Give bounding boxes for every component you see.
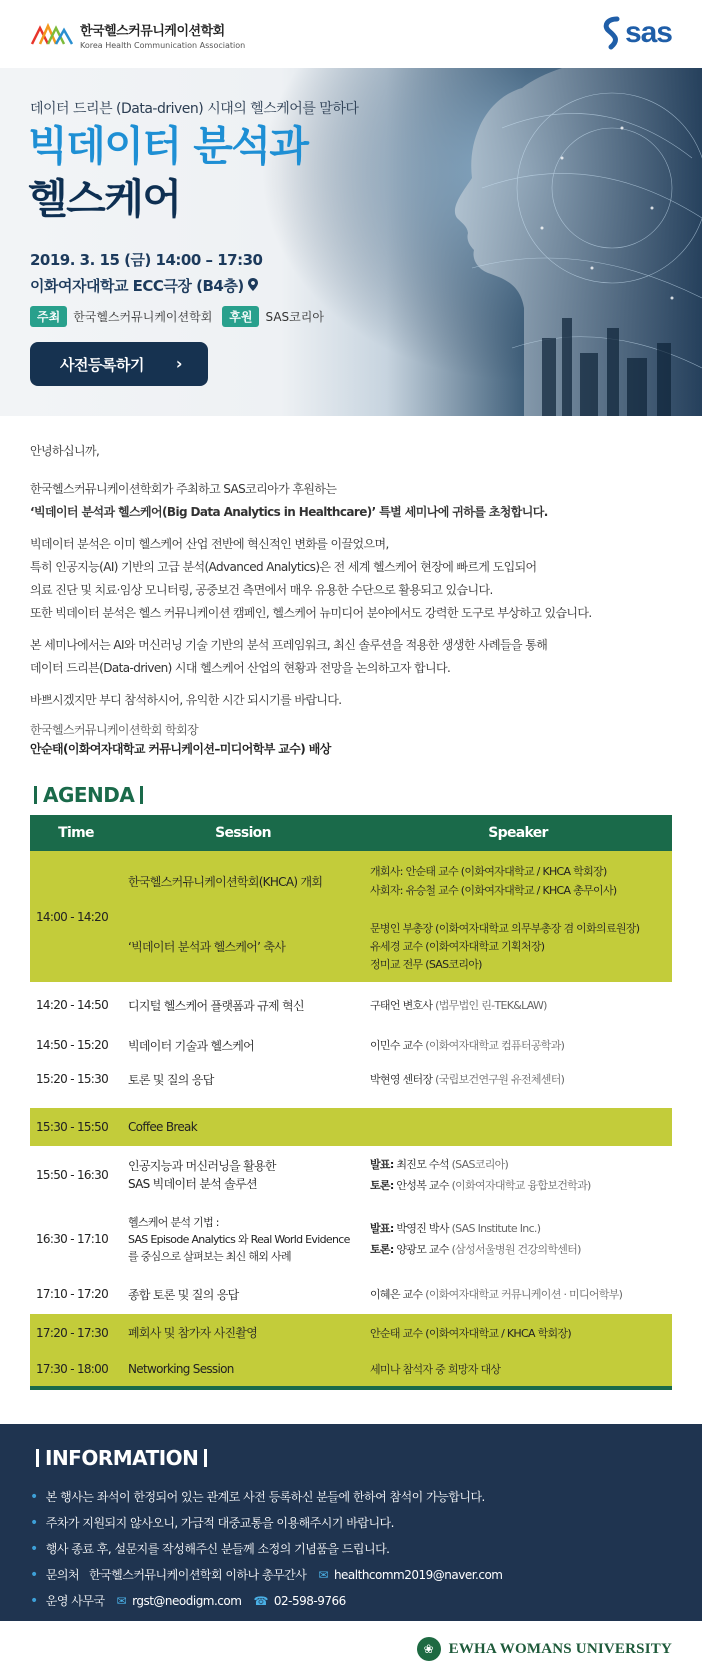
hero-background-image: [262, 68, 702, 416]
speaker-name: 구태언 변호사: [370, 999, 433, 1012]
hero-subtitle: 데이터 드리븐 (Data-driven) 시대의 헬스케어를 말하다: [30, 101, 359, 117]
email-icon: ✉: [116, 1594, 127, 1608]
sas-logo-text: sas: [624, 16, 672, 49]
table-row: [30, 1146, 672, 1204]
bullet-icon: •: [30, 1541, 38, 1557]
letter-paragraph-1: [30, 478, 672, 524]
row-session: 폐회사 및 참가자 사진촬영: [122, 1314, 364, 1351]
row-session: [122, 1146, 364, 1204]
information-title-text: INFORMATION: [45, 1446, 199, 1470]
list-item: [30, 1484, 672, 1510]
row-speaker: [364, 851, 672, 911]
footer: [0, 1621, 702, 1675]
list-item: [30, 1562, 672, 1588]
row-speaker: [364, 911, 672, 982]
speaker-name: 양광모 교수: [393, 1243, 449, 1256]
session-line: 를 중심으로 살펴보는 최신 해외 사례: [128, 1249, 291, 1263]
bullet-icon: •: [30, 1489, 38, 1505]
row-session: 한국헬스커뮤니케이션학회(KHCA) 개회: [122, 851, 364, 911]
speaker-role: 토론:: [370, 1179, 394, 1192]
agenda-table: [30, 815, 672, 1390]
row-speaker: [364, 1028, 672, 1062]
row-time: 15:20 - 15:30: [36, 1072, 109, 1086]
row-time: 17:20 - 17:30: [30, 1314, 122, 1351]
session-line: SAS Episode Analytics 와 Real World Evidence: [128, 1232, 350, 1246]
speaker-affiliation: (이화여자대학교 커뮤니케이션 · 미디어학부): [425, 1288, 623, 1301]
khca-logo[interactable]: [30, 20, 245, 50]
row-speaker: [364, 1274, 672, 1314]
speaker-name: 박현영 센터장: [370, 1073, 433, 1086]
row-session: 종합 토론 및 질의 응답: [128, 1287, 239, 1302]
header: [0, 0, 702, 68]
row-speaker: [364, 1204, 672, 1274]
row-session: Networking Session: [122, 1351, 364, 1388]
speaker-line: 유세경 교수 (이화여자대학교 기획처장): [370, 939, 545, 953]
title-bar-left: [36, 1449, 39, 1467]
speaker-affiliation: (삼성서울병원 건강의학센터): [448, 1243, 581, 1256]
info-text: 행사 종료 후, 설문지를 작성해주신 분들께 소정의 기념품을 드립니다.: [45, 1542, 390, 1556]
speaker-role: 발표:: [370, 1158, 394, 1171]
information-list: [30, 1484, 672, 1614]
letter-text: 데이터 드리븐(Data-driven) 시대 헬스케어 산업의 현황과 전망을 논의하고자 합니다.: [30, 661, 451, 675]
row-time: 17:10 - 17:20: [36, 1287, 109, 1301]
khca-name-en: Korea Health Communication Association: [80, 41, 246, 50]
letter-text: 본 세미나에서는 AI와 머신러닝 기술 기반의 분석 프레임워크, 최신 솔루션을 적용한 생생한 사례들을 통해: [30, 638, 548, 652]
row-time: 17:30 - 18:00: [30, 1351, 122, 1388]
letter-text: 또한 빅데이터 분석은 헬스 커뮤니케이션 캠페인, 헬스케어 뉴미디어 분야에서도 강력한 도구로 부상하고 있습니다.: [30, 606, 592, 620]
header-session: Session: [122, 815, 364, 851]
contact-email[interactable]: healthcomm2019@naver.com: [333, 1568, 503, 1582]
ewha-seal-icon: ❀: [417, 1637, 441, 1661]
event-date: 2019. 3. 15 (금) 14:00 – 17:30: [30, 251, 263, 269]
speaker-affiliation: (SAS코리아): [448, 1158, 509, 1171]
list-item: [30, 1536, 672, 1562]
hero-banner: [0, 68, 702, 416]
speaker-name: 최진모 수석: [393, 1158, 449, 1171]
letter-text: 특히 인공지능(AI) 기반의 고급 분석(Advanced Analytics)은 전 세계 헬스케어 현장에 빠르게 도입되어: [30, 560, 537, 574]
info-text: 운영 사무국: [45, 1594, 105, 1608]
speaker-line: 문병인 부총장 (이화여자대학교 의무부총장 겸 이화의료원장): [370, 921, 640, 935]
speaker-role: 발표:: [370, 1222, 394, 1235]
sas-swoosh-icon: [601, 16, 623, 50]
table-row: [30, 1351, 672, 1388]
list-item: [30, 1588, 672, 1614]
row-time: 14:20 - 14:50: [36, 998, 109, 1012]
row-time: 15:30 - 15:50: [30, 1108, 122, 1146]
table-row: [30, 1028, 672, 1062]
letter-text: ‘빅데이터 분석과 헬스케어(Big Data Analytics in Healthcare)’ 특별 세미나에 귀하를 초청합니다.: [30, 505, 548, 519]
bullet-icon: •: [30, 1567, 38, 1583]
header-time: Time: [30, 815, 122, 851]
info-text: 문의처 한국헬스커뮤니케이션학회 이하나 총무간사: [45, 1568, 307, 1582]
row-speaker: [364, 1146, 672, 1204]
sponsor-tag: 후원: [222, 306, 259, 327]
speaker-affiliation: (이화여자대학교 융합보건학과): [448, 1179, 591, 1192]
hero-title-line1: 빅데이터 분석과: [28, 122, 308, 170]
location-pin-icon: [248, 278, 258, 291]
speaker-name: 이민수 교수: [370, 1039, 423, 1052]
row-time: 14:50 - 15:20: [36, 1038, 109, 1052]
ewha-logo[interactable]: [417, 1637, 672, 1661]
title-bar-left: [34, 786, 37, 804]
table-row: [30, 1314, 672, 1351]
speaker-affiliation: (법무법인 린-TEK&LAW): [435, 999, 547, 1012]
host-name: 한국헬스커뮤니케이션학회: [73, 310, 213, 324]
letter-paragraph-3: [30, 634, 672, 680]
office-phone[interactable]: 02-598-9766: [273, 1594, 346, 1608]
signature-name: 안순태(이화여자대학교 커뮤니케이션–미디어학부 교수) 배상: [30, 742, 331, 756]
event-organizers: [30, 306, 324, 327]
row-speaker: 안순태 교수 (이화여자대학교 / KHCA 학회장): [364, 1314, 672, 1351]
row-session: 빅데이터 기술과 헬스케어: [128, 1038, 255, 1053]
speaker-affiliation: (국립보건연구원 유전체센터): [435, 1073, 565, 1086]
information-title: [30, 1446, 672, 1470]
khca-logo-icon: [30, 22, 74, 48]
host-tag: 주최: [30, 306, 67, 327]
table-row: [30, 1204, 672, 1274]
title-bar-right: [140, 786, 143, 804]
row-time: 15:50 - 16:30: [36, 1168, 109, 1182]
register-button[interactable]: [30, 342, 208, 386]
speaker-line: 사회자: 유승철 교수 (이화여자대학교 / KHCA 총무이사): [370, 884, 617, 897]
agenda-title: [28, 783, 702, 807]
title-bar-right: [204, 1449, 207, 1467]
sas-logo[interactable]: [601, 16, 672, 50]
speaker-name: 박영진 박사: [393, 1222, 449, 1235]
table-row: [30, 982, 672, 1028]
agenda-header-row: [30, 815, 672, 851]
table-row: [30, 1062, 672, 1096]
letter-text: 빅데이터 분석은 이미 헬스케어 산업 전반에 혁신적인 변화를 이끌었으며,: [30, 537, 389, 551]
info-text: 주차가 지원되지 않사오니, 가급적 대중교통을 이용해주시기 바랍니다.: [45, 1516, 394, 1530]
row-session: 토론 및 질의 응답: [128, 1072, 214, 1087]
hero-title: [28, 120, 308, 226]
row-time: 16:30 - 17:10: [36, 1232, 109, 1246]
session-line: SAS 빅데이터 분석 솔루션: [128, 1177, 257, 1191]
office-email[interactable]: rgst@neodigm.com: [132, 1594, 242, 1608]
chevron-right-icon: ›: [175, 354, 182, 373]
table-row: [30, 911, 672, 982]
letter-text: 의료 진단 및 치료·임상 모니터링, 공중보건 측면에서 매우 유용한 수단으로 활용되고 있습니다.: [30, 583, 493, 597]
row-session: Coffee Break: [122, 1108, 672, 1146]
header-speaker: Speaker: [364, 815, 672, 851]
speaker-name: 이혜은 교수: [370, 1288, 423, 1301]
row-speaker: [364, 1062, 672, 1096]
event-venue-text: 이화여자대학교 ECC극장 (B4층): [30, 277, 244, 295]
table-row: [30, 1108, 672, 1146]
email-icon: ✉: [318, 1568, 328, 1582]
signature-org: 한국헬스커뮤니케이션학회 학회장: [30, 723, 199, 737]
event-venue: [30, 275, 258, 296]
letter-paragraph-2: [30, 533, 672, 625]
sponsor-name: SAS코리아: [265, 310, 324, 324]
information-section: [0, 1424, 702, 1621]
speaker-role: 토론:: [370, 1243, 394, 1256]
list-item: [30, 1510, 672, 1536]
speaker-line: 개회사: 안순태 교수 (이화여자대학교 / KHCA 학회장): [370, 865, 607, 878]
letter-text: 한국헬스커뮤니케이션학회가 주최하고 SAS코리아가 후원하는: [30, 482, 337, 496]
register-button-label: 사전등록하기: [60, 355, 144, 374]
letter-paragraph-4: 바쁘시겠지만 부디 참석하시어, 유익한 시간 되시기를 바랍니다.: [30, 693, 342, 707]
session-line: 헬스케어 분석 기법 :: [128, 1215, 219, 1229]
khca-name-ko: 한국헬스커뮤니케이션학회: [80, 24, 225, 39]
table-row: [30, 1274, 672, 1314]
row-speaker: [364, 982, 672, 1028]
letter-greeting: 안녕하십니까,: [30, 444, 100, 458]
bullet-icon: •: [30, 1515, 38, 1531]
speaker-affiliation: (이화여자대학교 컴퓨터공학과): [425, 1039, 565, 1052]
row-session: [122, 1204, 364, 1274]
bullet-icon: •: [30, 1593, 38, 1609]
ewha-name: EWHA WOMANS UNIVERSITY: [448, 1640, 672, 1657]
invitation-letter: [0, 416, 702, 757]
phone-icon: ☎: [253, 1594, 268, 1608]
table-row: [30, 851, 672, 911]
row-session: ‘빅데이터 분석과 헬스케어’ 축사: [122, 911, 364, 982]
hero-title-line2: 헬스케어: [28, 175, 181, 223]
speaker-affiliation: (SAS Institute Inc.): [448, 1222, 541, 1235]
row-session: 디지털 헬스케어 플랫폼과 규제 혁신: [128, 998, 304, 1013]
agenda-title-text: AGENDA: [43, 783, 135, 807]
speaker-name: 안성복 교수: [393, 1179, 449, 1192]
row-time: 14:00 - 14:20: [30, 851, 122, 982]
row-spacer: [30, 1096, 672, 1108]
session-line: 인공지능과 머신러닝을 활용한: [128, 1159, 276, 1173]
row-speaker: 세미나 참석자 중 희망자 대상: [364, 1351, 672, 1388]
speaker-line: 정미교 전무 (SAS코리아): [370, 957, 482, 971]
info-text: 본 행사는 좌석이 한정되어 있는 관계로 사전 등록하신 분들에 한하여 참석이 가능합니다.: [45, 1490, 485, 1504]
